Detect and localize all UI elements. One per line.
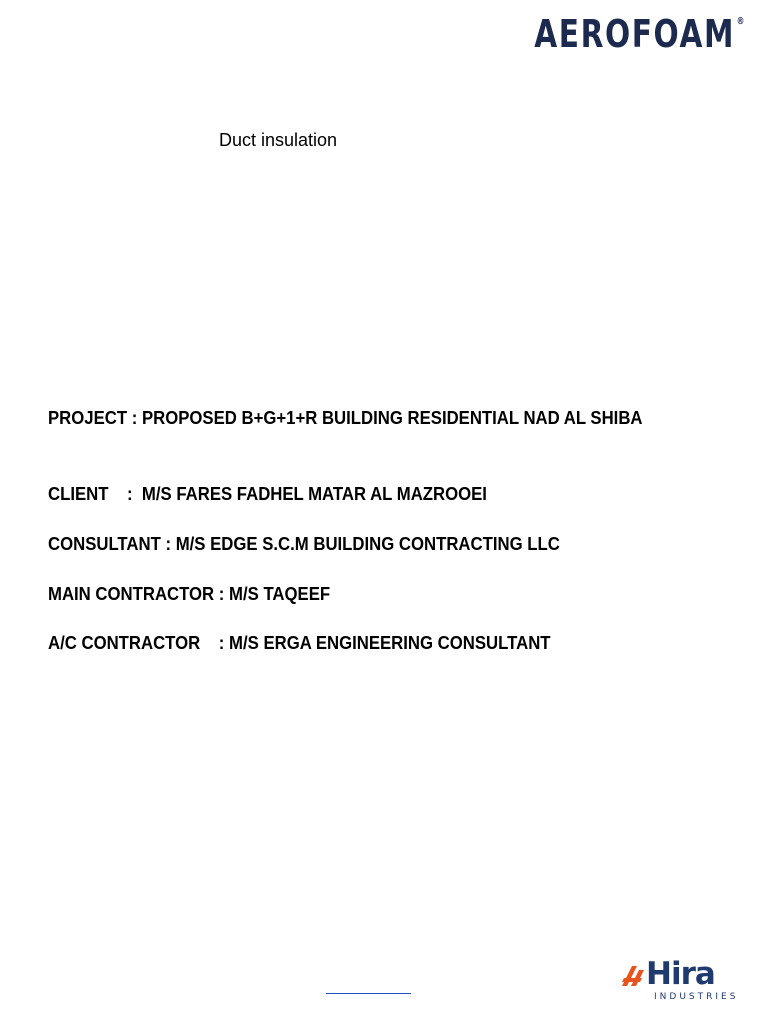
registered-mark: ® bbox=[736, 16, 744, 27]
client-line: CLIENT : M/S FARES FADHEL MATAR AL MAZROOEI bbox=[48, 484, 487, 504]
document-title: Duct insulation bbox=[219, 130, 338, 150]
aerofoam-logo bbox=[534, 12, 744, 56]
main-contractor-line: MAIN CONTRACTOR : M/S TAQEEF bbox=[48, 584, 331, 604]
consultant-line: CONSULTANT : M/S EDGE S.C.M BUILDING CONTRACTING LLC bbox=[48, 534, 560, 554]
hira-industries-logo bbox=[620, 956, 739, 1006]
hira-wordmark: Hira bbox=[646, 956, 715, 992]
aerofoam-logo-text: AEROFOAM bbox=[533, 12, 735, 56]
hira-subtitle: INDUSTRIES bbox=[654, 992, 739, 1002]
project-line: PROJECT : PROPOSED B+G+1+R BUILDING RESIDENTIAL NAD AL SHIBA bbox=[48, 408, 643, 428]
footer-link-underline[interactable] bbox=[326, 993, 411, 994]
ac-contractor-line: A/C CONTRACTOR : M/S ERGA ENGINEERING CONSULTANT bbox=[48, 633, 551, 653]
hira-mark-icon bbox=[620, 964, 648, 990]
